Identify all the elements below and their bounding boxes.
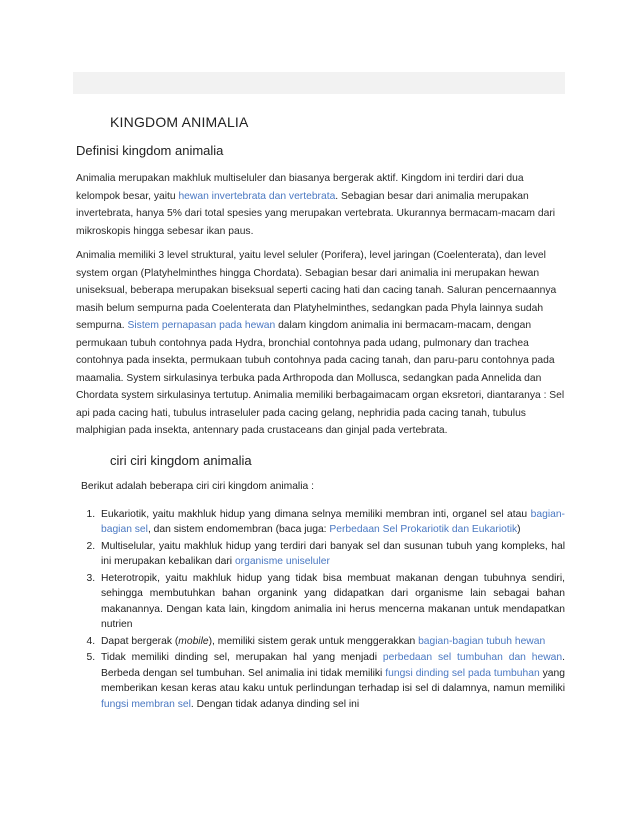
link-bagian-tubuh-hewan[interactable]: bagian-bagian tubuh hewan: [418, 635, 546, 647]
text-segment: Animalia memiliki 3 level struktural, yaitu level seluler (Porifera), level jaringan (Coelenterata), dan level system organ (Platyhelminthes hingga Chordata). Sebagian besar dari animalia ini merupakan hewan uniseksual, beberapa merupakan biseksual seperti cacing hati dan cacing tanah. Saluran pencernaannya masih belum sempurna pada Coelenterata dan Platyhelminthes, sedangkan pada Phyla lainnya sudah sempurna.: [76, 250, 557, 331]
ciri-intro: Berikut adalah beberapa ciri ciri kingdom animalia :: [81, 480, 314, 492]
text-segment: ), memiliki sistem gerak untuk menggerakkan: [208, 635, 419, 647]
text-segment: Tidak memiliki dinding sel, merupakan hal yang menjadi: [101, 652, 383, 663]
document-page: [76, 112, 565, 713]
link-perbedaan-sel-tumbuhan-hewan[interactable]: perbedaan sel tumbuhan dan hewan: [382, 652, 563, 663]
text-segment: Animalia merupakan makhluk multiseluler dan biasanya bergerak aktif. Kingdom ini terdiri dari dua kelompok besar, yaitu: [76, 173, 524, 202]
text-emphasis: mobile: [178, 635, 209, 647]
ciri-list: [76, 507, 565, 713]
text-segment: . Sebagian besar dari animalia merupakan invertebrata, hanya 5% dari total spesies yang merupakan vertebrata. Ukurannya bermacam-macam dari mikroskopis hingga sebesar ikan paus.: [76, 190, 556, 237]
text-segment: Heterotropik, yaitu makhluk hidup yang tidak bisa membuat makanan dengan tubuhnya sendiri, sehingga membutuhkan bahan organink yang didapatkan dari organisme lain sebagai bahan makanannya. Dengan kata lain, kingdom animalia ini herus mencerna makanan untuk mendapatkan nutrien: [101, 572, 565, 630]
list-item: [98, 634, 565, 650]
text-segment: dalam kingdom animalia ini bermacam-macam, dengan permukaan tubuh contohnya pada Hydra, bronchial contohnya pada udang, pulmonary dan trachea contohnya pada insekta, permukaan tubuh contohnya pada cacing tanah, dan paru-paru contohnya pada maamalia. System sirkulasinya terbuka pada Arthropoda dan Mollusca, sedangkan pada Annelida dan Chordata system sirkulasinya tertutup. Animalia memiliki berbagaimacam organ eksretori, diantaranya : Sel api pada cacing hati, tubulus intraseluler pada cacing gelang, nephridia pada cacing tanah, tubulus malphigian pada insekta, antennary pada crustaceans dan ginjal pada vertebrata.: [76, 320, 565, 436]
link-sistem-pernapasan[interactable]: Sistem pernapasan pada hewan: [127, 320, 276, 331]
text-segment: Eukariotik, yaitu makhluk hidup yang dimana selnya memiliki membran inti, organel sel atau: [101, 508, 531, 520]
link-fungsi-membran-sel[interactable]: fungsi membran sel: [101, 698, 191, 710]
definition-paragraph-2: [76, 247, 565, 440]
link-bagian-bagian-sel[interactable]: bagian-bagian sel: [101, 508, 565, 535]
definition-heading: Definisi kingdom animalia: [76, 143, 224, 158]
text-segment: ): [517, 524, 521, 535]
text-segment: . Dengan tidak adanya dinding sel ini: [190, 698, 360, 710]
list-item: [98, 507, 565, 538]
link-hewan-invertebrata-vertebrata[interactable]: hewan invertebrata dan vertebrata: [178, 190, 336, 202]
top-bar: [73, 72, 565, 94]
text-segment: Dapat bergerak (: [101, 635, 179, 647]
definition-paragraph-1: [76, 170, 565, 240]
link-perbedaan-sel[interactable]: Perbedaan Sel Prokariotik dan Eukariotik: [329, 524, 518, 535]
list-item: [98, 650, 565, 712]
page-title: KINGDOM ANIMALIA: [110, 114, 249, 130]
text-segment: yang memberikan kesan keras atau kaku untuk perlindungan terhadap isi sel di dalamnya, namun memiliki: [101, 667, 565, 694]
text-segment: Multiselular, yaitu makhluk hidup yang terdiri dari banyak sel dan susunan tubuh yang kompleks, hal ini merupakan kebalikan dari: [101, 540, 565, 567]
text-segment: . Berbeda dengan sel tumbuhan. Sel animalia ini tidak memiliki: [101, 652, 565, 679]
link-fungsi-dinding-sel[interactable]: fungsi dinding sel pada tumbuhan: [385, 667, 540, 679]
ciri-heading: ciri ciri kingdom animalia: [110, 452, 252, 468]
link-organisme-uniseluler[interactable]: organisme uniseluler: [234, 556, 330, 567]
list-item: [98, 539, 565, 570]
list-item: [98, 571, 565, 633]
text-segment: , dan sistem endomembran (baca juga:: [147, 524, 330, 535]
